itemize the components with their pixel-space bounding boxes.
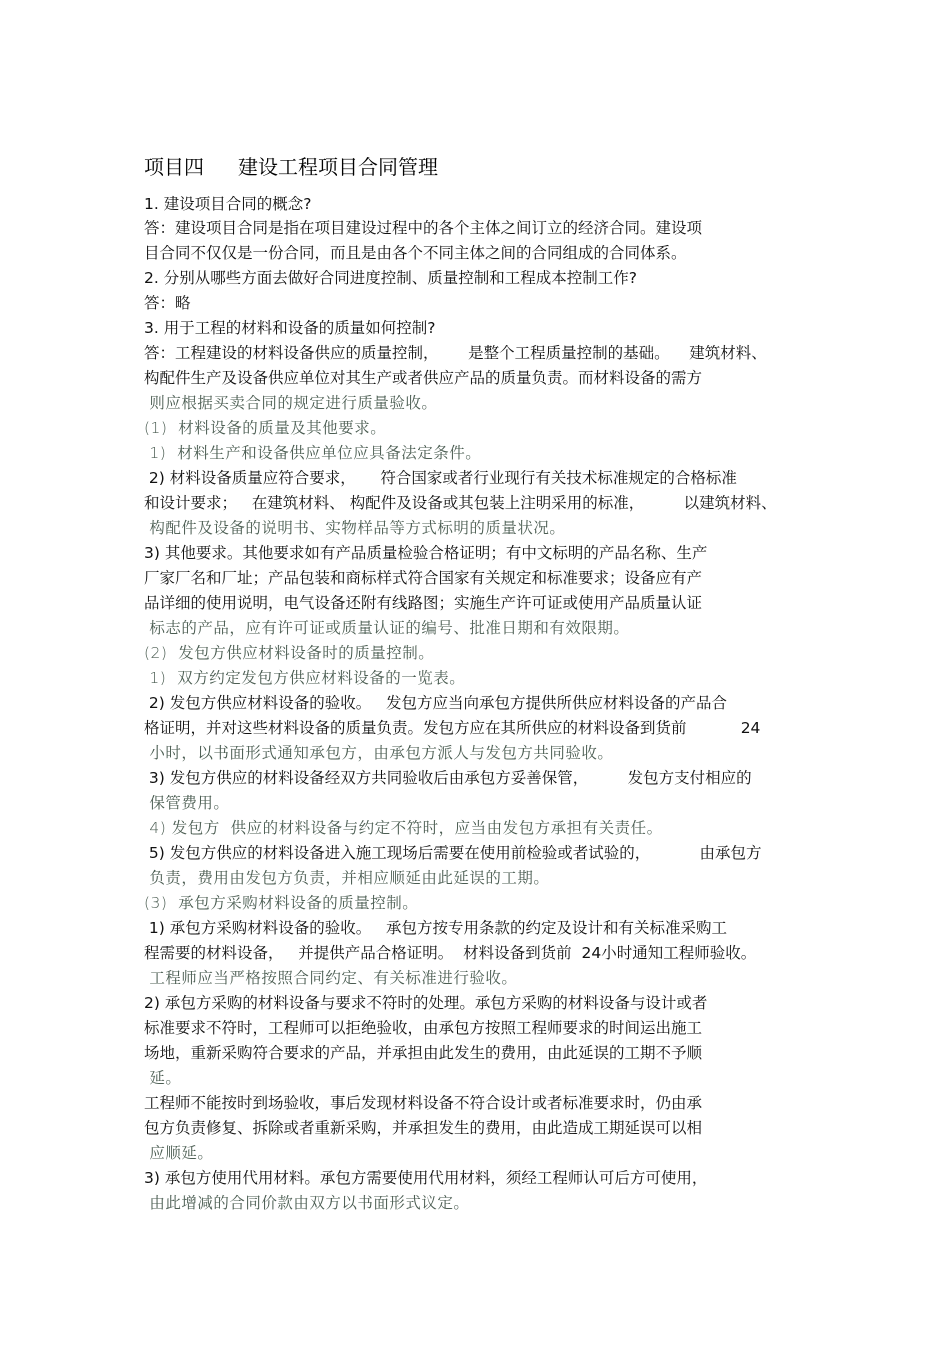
text-line: 2) 发包方供应材料设备的验收。 发包方应当向承包方提供所供应材料设备的产品合 bbox=[144, 694, 728, 712]
text-line: 3. 用于工程的材料和设备的质量如何控制? bbox=[144, 319, 436, 337]
text-line: 2) 承包方采购的材料设备与要求不符时的处理。承包方采购的材料设备与设计或者 bbox=[144, 994, 708, 1012]
text-line: (3) 承包方采购材料设备的质量控制。 bbox=[144, 894, 419, 912]
text-line: 构配件生产及设备供应单位对其生产或者供应产品的质量负责。而材料设备的需方 bbox=[144, 369, 703, 387]
title-main: 建设工程项目合同管理 bbox=[238, 155, 438, 179]
text-line: 标准要求不符时，工程师可以拒绝验收，由承包方按照工程师要求的时间运出施工 bbox=[144, 1019, 703, 1037]
text-line: 和设计要求； 在建筑材料、 构配件及设备或其包装上注明采用的标准， 以建筑材料、 bbox=[144, 494, 777, 512]
text-line: 2. 分别从哪些方面去做好合同进度控制、质量控制和工程成本控制工作? bbox=[144, 269, 637, 287]
text-line: 目合同不仅仅是一份合同，而且是由各个不同主体之间的合同组成的合同体系。 bbox=[144, 244, 687, 262]
text-line: 1) 双方约定发包方供应材料设备的一览表。 bbox=[144, 669, 466, 687]
text-line: (2) 发包方供应材料设备时的质量控制。 bbox=[144, 644, 435, 662]
text-line: (1) 材料设备的质量及其他要求。 bbox=[144, 419, 387, 437]
text-line: 厂家厂名和厂址；产品包装和商标样式符合国家有关规定和标准要求；设备应有产 bbox=[144, 569, 703, 587]
text-line: 则应根据买卖合同的规定进行质量验收。 bbox=[144, 394, 438, 412]
text-line: 3) 承包方使用代用材料。承包方需要使用代用材料，须经工程师认可后方可使用， bbox=[144, 1169, 708, 1187]
text-line: 构配件及设备的说明书、实物样品等方式标明的质量状况。 bbox=[144, 519, 566, 537]
text-line: 工程师不能按时到场验收，事后发现材料设备不符合设计或者标准要求时，仍由承 bbox=[144, 1094, 703, 1112]
title-prefix: 项目四 bbox=[144, 155, 204, 179]
text-line: 1) 材料生产和设备供应单位应具备法定条件。 bbox=[144, 444, 482, 462]
text-line: 工程师应当严格按照合同约定、有关标准进行验收。 bbox=[144, 969, 518, 987]
text-line: 标志的产品，应有许可证或质量认证的编号、批准日期和有效限期。 bbox=[144, 619, 630, 637]
text-line: 负责，费用由发包方负责，并相应顺延由此延误的工期。 bbox=[144, 869, 550, 887]
text-line: 1. 建设项目合同的概念? bbox=[144, 195, 312, 213]
text-line: 保管费用。 bbox=[144, 794, 230, 812]
text-line: 延。 bbox=[144, 1069, 182, 1087]
text-line: 2) 材料设备质量应符合要求， 符合国家或者行业现行有关技术标准规定的合格标准 bbox=[144, 469, 737, 487]
text-line: 场地，重新采购符合要求的产品，并承担由此发生的费用，由此延误的工期不予顺 bbox=[144, 1044, 703, 1062]
text-line: 答：建设项目合同是指在项目建设过程中的各个主体之间订立的经济合同。建设项 bbox=[144, 219, 703, 237]
text-line: 1) 承包方采购材料设备的验收。 承包方按专用条款的约定及设计和有关标准采购工 bbox=[144, 919, 728, 937]
text-line: 答：工程建设的材料设备供应的质量控制， 是整个工程质量控制的基础。 建筑材料、 bbox=[144, 344, 767, 362]
text-line: 程需要的材料设备， 并提供产品合格证明。 材料设备到货前 24小时通知工程师验收。 bbox=[144, 944, 757, 962]
text-line: 答：略 bbox=[144, 294, 191, 312]
text-line: 3) 其他要求。其他要求如有产品质量检验合格证明；有中文标明的产品名称、生产 bbox=[144, 544, 708, 562]
text-line: 品详细的使用说明，电气设备还附有线路图；实施生产许可证或使用产品质量认证 bbox=[144, 594, 703, 612]
page-title bbox=[144, 152, 438, 182]
text-line: 由此增减的合同价款由双方以书面形式议定。 bbox=[144, 1194, 470, 1212]
text-line: 5) 发包方供应的材料设备进入施工现场后需要在使用前检验或者试验的， 由承包方 bbox=[144, 844, 762, 862]
text-line: 4) 发包方 供应的材料设备与约定不符时，应当由发包方承担有关责任。 bbox=[144, 819, 663, 837]
text-line: 包方负责修复、拆除或者重新采购，并承担发生的费用，由此造成工期延误可以相 bbox=[144, 1119, 703, 1137]
text-line: 小时，以书面形式通知承包方，由承包方派人与发包方共同验收。 bbox=[144, 744, 614, 762]
text-line: 应顺延。 bbox=[144, 1144, 214, 1162]
text-line: 格证明，并对这些材料设备的质量负责。发包方应在其所供应的材料设备到货前 24 bbox=[144, 719, 761, 737]
text-line: 3) 发包方供应的材料设备经双方共同验收后由承包方妥善保管， 发包方支付相应的 bbox=[144, 769, 752, 787]
